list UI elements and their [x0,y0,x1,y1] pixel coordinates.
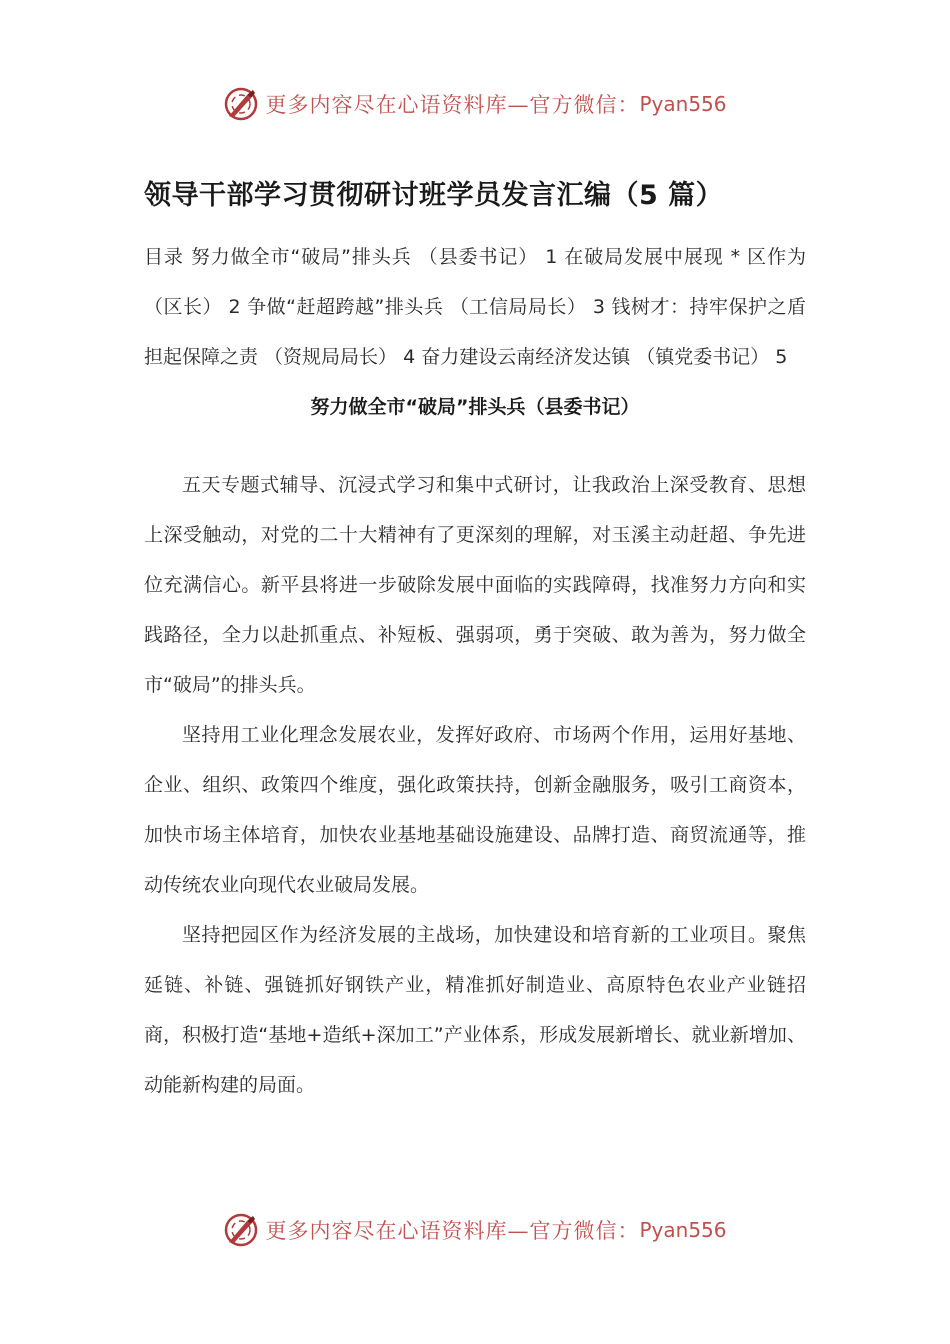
pen-nib-logo-icon [223,1212,259,1248]
table-of-contents: 目录 努力做全市“破局”排头兵 （县委书记） 1 在破局发展中展现 * 区作为 （区长） 2 争做“赶超跨越”排头兵 （工信局局长） 3 钱树才：持牢保护之盾 担起保障之责 （资规局局长） 4 奋力建设云南经济发达镇 （镇党委书记） 5 [144,246,806,368]
watermark-wechat: Pyan556 [639,92,727,116]
watermark-text: 更多内容尽在心语资料库—官方微信： [265,93,640,117]
document-body [144,170,806,1110]
watermark-wechat: Pyan556 [639,1218,727,1242]
paragraph: 五天专题式辅导、沉浸式学习和集中式研讨，让我政治上深受教育、思想上深受触动，对党的二十大精神有了更深刻的理解，对玉溪主动赶超、争先进位充满信心。新平县将进一步破除发展中面临的实践障碍，找准努力方向和实践路径，全力以赴抓重点、补短板、强弱项，勇于突破、敢为善为，努力做全市“破局”的排头兵。 [144,474,806,696]
document-title: 领导干部学习贯彻研讨班学员发言汇编（5 篇） [144,180,724,211]
pen-nib-logo-icon [223,86,259,122]
watermark-banner-bottom [0,1210,950,1250]
watermark-text: 更多内容尽在心语资料库—官方微信： [265,1219,640,1243]
paragraph: 坚持把园区作为经济发展的主战场，加快建设和培育新的工业项目。聚焦延链、补链、强链抓好钢铁产业，精准抓好制造业、高原特色农业产业链招商，积极打造“基地+造纸+深加工”产业体系，形成发展新增长、就业新增加、动能新构建的局面。 [144,924,806,1096]
section-title: 努力做全市“破局”排头兵（县委书记） [310,396,640,418]
watermark-banner-top [0,84,950,124]
paragraph: 坚持用工业化理念发展农业，发挥好政府、市场两个作用，运用好基地、企业、组织、政策四个维度，强化政策扶持，创新金融服务，吸引工商资本，加快市场主体培育，加快农业基地基础设施建设、品牌打造、商贸流通等，推动传统农业向现代农业破局发展。 [144,724,806,896]
